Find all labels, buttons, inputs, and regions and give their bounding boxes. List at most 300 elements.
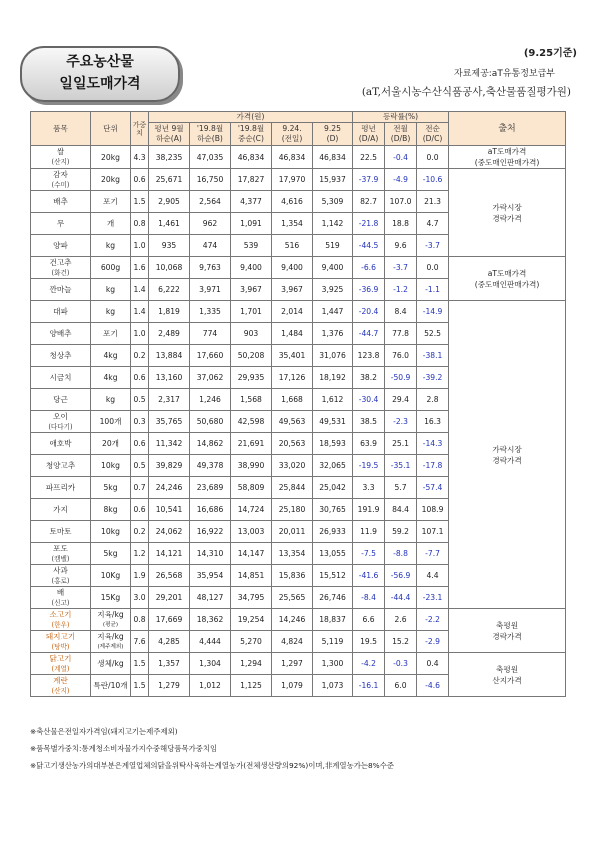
unit-cell: 600g	[91, 257, 131, 279]
weight-cell: 1.6	[131, 257, 149, 279]
price-table	[30, 111, 566, 697]
weight-cell: 0.6	[131, 433, 149, 455]
rate-cell: -14.9	[417, 301, 449, 323]
source-cell	[449, 146, 566, 169]
unit-cell: 포기	[91, 323, 131, 345]
header-rate-da: 평년 (D/A)	[353, 123, 385, 146]
price-cell: 18,593	[313, 433, 353, 455]
price-cell: 16,922	[190, 521, 231, 543]
rate-cell: 191.9	[353, 499, 385, 521]
source-type: 경락가격	[492, 213, 522, 223]
price-cell: 9,400	[313, 257, 353, 279]
price-cell: 18,192	[313, 367, 353, 389]
rate-cell: 123.8	[353, 345, 385, 367]
weight-cell: 1.9	[131, 565, 149, 587]
price-cell: 3,967	[231, 279, 272, 301]
rate-cell: -20.4	[353, 301, 385, 323]
source-name: 가락시장	[492, 444, 522, 454]
weight-cell: 7.6	[131, 631, 149, 653]
weight-cell: 0.6	[131, 499, 149, 521]
header-rate-group: 등락률(%)	[353, 112, 449, 123]
weight-cell: 1.0	[131, 323, 149, 345]
rate-cell: 82.7	[353, 191, 385, 213]
price-cell: 1,376	[313, 323, 353, 345]
rate-cell: -35.1	[385, 455, 417, 477]
price-cell: 37,062	[190, 367, 231, 389]
rate-cell: 38.2	[353, 367, 385, 389]
rate-cell: 0.4	[417, 653, 449, 675]
price-cell: 24,062	[149, 521, 190, 543]
price-cell: 516	[272, 235, 313, 257]
price-cell: 17,970	[272, 169, 313, 191]
item-name: 감자	[53, 169, 68, 179]
price-cell: 31,076	[313, 345, 353, 367]
item-cell	[31, 565, 91, 587]
item-subname: (산지)	[51, 158, 70, 166]
price-cell: 1,447	[313, 301, 353, 323]
rate-cell: -1.1	[417, 279, 449, 301]
weight-cell: 1.5	[131, 653, 149, 675]
unit-cell: kg	[91, 301, 131, 323]
item-name: 청상추	[49, 350, 72, 360]
unit-cell: 20kg	[91, 146, 131, 169]
header-source: 출처	[449, 112, 566, 146]
price-cell: 962	[190, 213, 231, 235]
weight-cell: 4.3	[131, 146, 149, 169]
unit-cell: 100개	[91, 411, 131, 433]
item-subname: (신고)	[51, 598, 70, 607]
rate-cell: -3.7	[417, 235, 449, 257]
item-name: 시금치	[49, 372, 72, 382]
rate-cell: 19.5	[353, 631, 385, 653]
weight-cell: 0.5	[131, 389, 149, 411]
unit-cell: 포기	[91, 191, 131, 213]
price-cell: 1,357	[149, 653, 190, 675]
price-cell: 1,300	[313, 653, 353, 675]
rate-cell: -41.6	[353, 565, 385, 587]
source-name: aT도매가격	[487, 147, 527, 156]
price-cell: 13,354	[272, 543, 313, 565]
rate-cell: -36.9	[353, 279, 385, 301]
price-cell: 539	[231, 235, 272, 257]
price-cell: 48,127	[190, 587, 231, 609]
source-detail: (aT,서울시농수산식품공사,축산물품질평가원)	[361, 86, 571, 98]
weight-cell: 1.4	[131, 279, 149, 301]
item-name: 깐마늘	[49, 284, 72, 294]
item-cell	[31, 389, 91, 411]
price-cell: 1,091	[231, 213, 272, 235]
rate-cell: 16.3	[417, 411, 449, 433]
rate-cell: 9.6	[385, 235, 417, 257]
rate-cell: -44.7	[353, 323, 385, 345]
item-name: 양파	[53, 240, 68, 250]
rate-cell: 0.0	[417, 146, 449, 169]
rate-cell: 59.2	[385, 521, 417, 543]
price-cell: 16,686	[190, 499, 231, 521]
rate-cell: 8.4	[385, 301, 417, 323]
table-body	[31, 146, 566, 697]
rate-cell: -8.8	[385, 543, 417, 565]
price-cell: 38,235	[149, 146, 190, 169]
rate-cell: 11.9	[353, 521, 385, 543]
rate-cell: -2.2	[417, 609, 449, 631]
price-cell: 20,011	[272, 521, 313, 543]
rate-cell: 0.0	[417, 257, 449, 279]
weight-cell: 0.8	[131, 609, 149, 631]
weight-cell: 1.5	[131, 191, 149, 213]
price-cell: 17,126	[272, 367, 313, 389]
price-cell: 5,270	[231, 631, 272, 653]
rate-cell: -4.9	[385, 169, 417, 191]
item-name: 대파	[53, 306, 68, 316]
item-cell	[31, 279, 91, 301]
rate-cell: 2.8	[417, 389, 449, 411]
item-cell	[31, 257, 91, 279]
rate-cell: 29.4	[385, 389, 417, 411]
table-row	[31, 301, 566, 323]
rate-cell: -2.3	[385, 411, 417, 433]
price-cell: 13,160	[149, 367, 190, 389]
price-cell: 25,180	[272, 499, 313, 521]
rate-cell: -38.1	[417, 345, 449, 367]
rate-cell: -7.7	[417, 543, 449, 565]
unit-label: 지육/kg	[97, 631, 124, 641]
unit-cell: 15Kg	[91, 587, 131, 609]
weight-cell: 1.4	[131, 301, 149, 323]
price-cell: 3,967	[272, 279, 313, 301]
price-cell: 474	[190, 235, 231, 257]
price-cell: 10,541	[149, 499, 190, 521]
price-cell: 23,689	[190, 477, 231, 499]
unit-qualifier: (제주제외)	[97, 643, 124, 650]
price-cell: 1,279	[149, 675, 190, 697]
source-name: 축평원	[496, 620, 519, 630]
price-cell: 17,827	[231, 169, 272, 191]
weight-cell: 0.7	[131, 477, 149, 499]
rate-cell: -6.6	[353, 257, 385, 279]
rate-cell: 5.7	[385, 477, 417, 499]
rate-cell: -44.5	[353, 235, 385, 257]
price-cell: 15,937	[313, 169, 353, 191]
price-cell: 1,484	[272, 323, 313, 345]
price-cell: 1,246	[190, 389, 231, 411]
price-cell: 3,925	[313, 279, 353, 301]
weight-cell: 1.0	[131, 235, 149, 257]
source-type: 경락가격	[492, 455, 522, 465]
weight-cell: 3.0	[131, 587, 149, 609]
item-cell	[31, 499, 91, 521]
price-cell: 18,837	[313, 609, 353, 631]
unit-label: 지육/kg	[97, 609, 124, 619]
price-cell: 519	[313, 235, 353, 257]
price-cell: 9,400	[272, 257, 313, 279]
item-name: 쌀	[56, 147, 65, 156]
price-cell: 1,612	[313, 389, 353, 411]
price-cell: 1,668	[272, 389, 313, 411]
rate-cell: -8.4	[353, 587, 385, 609]
price-cell: 29,935	[231, 367, 272, 389]
price-cell: 9,400	[231, 257, 272, 279]
footnote-3: ※닭고기생산농가의대부분은계열업체의닭을위탁사육하는계열농가(전체생산량의92%)이며,非계열농가는8%수준	[30, 761, 394, 770]
item-cell	[31, 433, 91, 455]
footnotes	[30, 723, 394, 774]
item-cell	[31, 675, 91, 697]
item-subname: (산지)	[51, 686, 70, 695]
price-cell: 1,142	[313, 213, 353, 235]
weight-cell: 0.3	[131, 411, 149, 433]
price-cell: 774	[190, 323, 231, 345]
item-subname: (탕박)	[51, 642, 70, 651]
price-cell: 1,073	[313, 675, 353, 697]
item-name: 청양고추	[45, 460, 76, 470]
item-cell	[31, 411, 91, 433]
unit-cell: 5kg	[91, 477, 131, 499]
header-item: 품목	[31, 112, 91, 146]
source-cell	[449, 609, 566, 653]
unit-cell	[91, 631, 131, 653]
price-cell: 46,834	[231, 146, 272, 169]
price-cell: 38,990	[231, 455, 272, 477]
item-subname: (한우)	[51, 620, 70, 629]
unit-cell: 20kg	[91, 169, 131, 191]
item-name: 가지	[53, 504, 68, 514]
unit-cell: 개	[91, 213, 131, 235]
price-cell: 1,125	[231, 675, 272, 697]
unit-cell: 4kg	[91, 345, 131, 367]
price-cell: 1,335	[190, 301, 231, 323]
price-cell: 3,971	[190, 279, 231, 301]
price-cell: 9,763	[190, 257, 231, 279]
price-cell: 2,905	[149, 191, 190, 213]
weight-cell: 0.8	[131, 213, 149, 235]
price-cell: 26,568	[149, 565, 190, 587]
header-price-c: '19.8월 중순(C)	[231, 123, 272, 146]
weight-cell: 0.2	[131, 521, 149, 543]
rate-cell: -0.3	[385, 653, 417, 675]
price-cell: 15,512	[313, 565, 353, 587]
source-name: 가락시장	[492, 202, 522, 212]
item-name: 오이	[53, 411, 68, 421]
rate-cell: -7.5	[353, 543, 385, 565]
weight-cell: 0.6	[131, 169, 149, 191]
header-price-b: '19.8월 하순(B)	[190, 123, 231, 146]
rate-cell: -50.9	[385, 367, 417, 389]
unit-cell: kg	[91, 235, 131, 257]
title-line-2: 일일도매가격	[59, 76, 141, 92]
price-cell: 16,750	[190, 169, 231, 191]
price-cell: 29,201	[149, 587, 190, 609]
rate-cell: -0.4	[385, 146, 417, 169]
price-cell: 6,222	[149, 279, 190, 301]
price-cell: 4,285	[149, 631, 190, 653]
rate-cell: 21.3	[417, 191, 449, 213]
item-name: 토마토	[49, 526, 72, 536]
item-cell	[31, 455, 91, 477]
rate-cell: -44.4	[385, 587, 417, 609]
source-cell	[449, 653, 566, 697]
weight-cell: 0.6	[131, 367, 149, 389]
rate-cell: 107.0	[385, 191, 417, 213]
price-cell: 20,563	[272, 433, 313, 455]
item-cell	[31, 213, 91, 235]
source-type: 경락가격	[492, 631, 522, 641]
price-cell: 13,884	[149, 345, 190, 367]
price-cell: 19,254	[231, 609, 272, 631]
price-cell: 33,020	[272, 455, 313, 477]
price-cell: 4,616	[272, 191, 313, 213]
source-label: 자료제공:aT유통정보급부	[454, 69, 555, 79]
rate-cell: -21.8	[353, 213, 385, 235]
source-name: aT도매가격	[487, 268, 527, 278]
item-name: 건고추	[49, 257, 72, 267]
source-type: (중도매인판매가격)	[474, 158, 540, 167]
item-cell	[31, 521, 91, 543]
source-cell	[449, 301, 566, 609]
price-cell: 1,297	[272, 653, 313, 675]
price-cell: 46,834	[272, 146, 313, 169]
price-cell: 1,304	[190, 653, 231, 675]
footnote-1: ※축산물은전일자가격임(돼지고기는제주제외)	[30, 727, 178, 736]
rate-cell: 6.6	[353, 609, 385, 631]
unit-cell: 10kg	[91, 521, 131, 543]
price-cell: 35,401	[272, 345, 313, 367]
unit-cell: 특란/10개	[91, 675, 131, 697]
item-name: 파프리카	[45, 482, 76, 492]
price-cell: 46,834	[313, 146, 353, 169]
unit-cell: kg	[91, 389, 131, 411]
footnote-2: ※품목별가중치:통계청소비자물가지수중해당품목가중치임	[30, 744, 218, 753]
rate-cell: 18.8	[385, 213, 417, 235]
rate-cell: 25.1	[385, 433, 417, 455]
table-row	[31, 653, 566, 675]
price-cell: 26,746	[313, 587, 353, 609]
unit-cell: 20개	[91, 433, 131, 455]
price-cell: 34,795	[231, 587, 272, 609]
header-price-group: 가격(원)	[149, 112, 353, 123]
price-cell: 32,065	[313, 455, 353, 477]
price-cell: 1,079	[272, 675, 313, 697]
source-cell	[449, 257, 566, 301]
unit-cell: 생체/kg	[91, 653, 131, 675]
rate-cell: 6.0	[385, 675, 417, 697]
price-cell: 26,933	[313, 521, 353, 543]
unit-cell: 10kg	[91, 455, 131, 477]
weight-cell: 1.5	[131, 675, 149, 697]
reference-date: (9.25기준)	[523, 48, 577, 59]
price-cell: 49,563	[272, 411, 313, 433]
rate-cell: -57.4	[417, 477, 449, 499]
item-cell	[31, 191, 91, 213]
price-cell: 2,564	[190, 191, 231, 213]
item-subname: (다다기)	[48, 422, 73, 431]
rate-cell: 22.5	[353, 146, 385, 169]
item-cell	[31, 235, 91, 257]
unit-cell: 4kg	[91, 367, 131, 389]
rate-cell: -39.2	[417, 367, 449, 389]
price-cell: 1,354	[272, 213, 313, 235]
header-unit: 단위	[91, 112, 131, 146]
header-rate-dc: 전순 (D/C)	[417, 123, 449, 146]
item-subname: (수미)	[51, 180, 70, 189]
price-cell: 25,844	[272, 477, 313, 499]
price-cell: 2,317	[149, 389, 190, 411]
rate-cell: -23.1	[417, 587, 449, 609]
price-cell: 50,680	[190, 411, 231, 433]
item-cell	[31, 477, 91, 499]
rate-cell: -4.6	[417, 675, 449, 697]
rate-cell: 76.0	[385, 345, 417, 367]
price-cell: 47,035	[190, 146, 231, 169]
item-cell	[31, 301, 91, 323]
price-cell: 1,012	[190, 675, 231, 697]
price-cell: 25,042	[313, 477, 353, 499]
item-name: 사과	[53, 565, 68, 575]
header-rate-db: 전월 (D/B)	[385, 123, 417, 146]
unit-cell: 5kg	[91, 543, 131, 565]
unit-cell: kg	[91, 279, 131, 301]
source-name: 축평원	[496, 664, 519, 674]
rate-cell: -17.8	[417, 455, 449, 477]
item-cell	[31, 367, 91, 389]
rate-cell: 3.3	[353, 477, 385, 499]
item-cell	[31, 146, 91, 169]
rate-cell: -1.2	[385, 279, 417, 301]
price-cell: 1,701	[231, 301, 272, 323]
source-type: (중도매인판매가격)	[474, 279, 540, 289]
item-subname: (홍로)	[51, 576, 70, 585]
item-name: 배	[56, 587, 65, 597]
table-row	[31, 257, 566, 279]
item-subname: (화건)	[51, 268, 70, 277]
rate-cell: 77.8	[385, 323, 417, 345]
rate-cell: -30.4	[353, 389, 385, 411]
weight-cell: 0.5	[131, 455, 149, 477]
item-name: 포도	[53, 543, 68, 553]
price-cell: 58,809	[231, 477, 272, 499]
rate-cell: 4.4	[417, 565, 449, 587]
rate-cell: -37.9	[353, 169, 385, 191]
price-cell: 42,598	[231, 411, 272, 433]
price-cell: 35,765	[149, 411, 190, 433]
rate-cell: 107.1	[417, 521, 449, 543]
item-name: 계란	[53, 675, 68, 685]
price-cell: 1,568	[231, 389, 272, 411]
item-cell	[31, 543, 91, 565]
rate-cell: 84.4	[385, 499, 417, 521]
price-cell: 903	[231, 323, 272, 345]
item-cell	[31, 345, 91, 367]
price-cell: 14,862	[190, 433, 231, 455]
item-name: 배추	[53, 196, 68, 206]
rate-cell: -2.9	[417, 631, 449, 653]
price-cell: 50,208	[231, 345, 272, 367]
rate-cell: 63.9	[353, 433, 385, 455]
header-weight: 가중치	[131, 112, 149, 146]
table-row	[31, 169, 566, 191]
price-cell: 21,691	[231, 433, 272, 455]
price-cell: 35,954	[190, 565, 231, 587]
price-cell: 4,824	[272, 631, 313, 653]
item-cell	[31, 169, 91, 191]
rate-cell: 4.7	[417, 213, 449, 235]
price-cell: 2,014	[272, 301, 313, 323]
price-cell: 11,342	[149, 433, 190, 455]
table-row	[31, 609, 566, 631]
item-name: 당근	[53, 394, 68, 404]
price-cell: 4,377	[231, 191, 272, 213]
price-cell: 14,724	[231, 499, 272, 521]
table-row	[31, 146, 566, 169]
